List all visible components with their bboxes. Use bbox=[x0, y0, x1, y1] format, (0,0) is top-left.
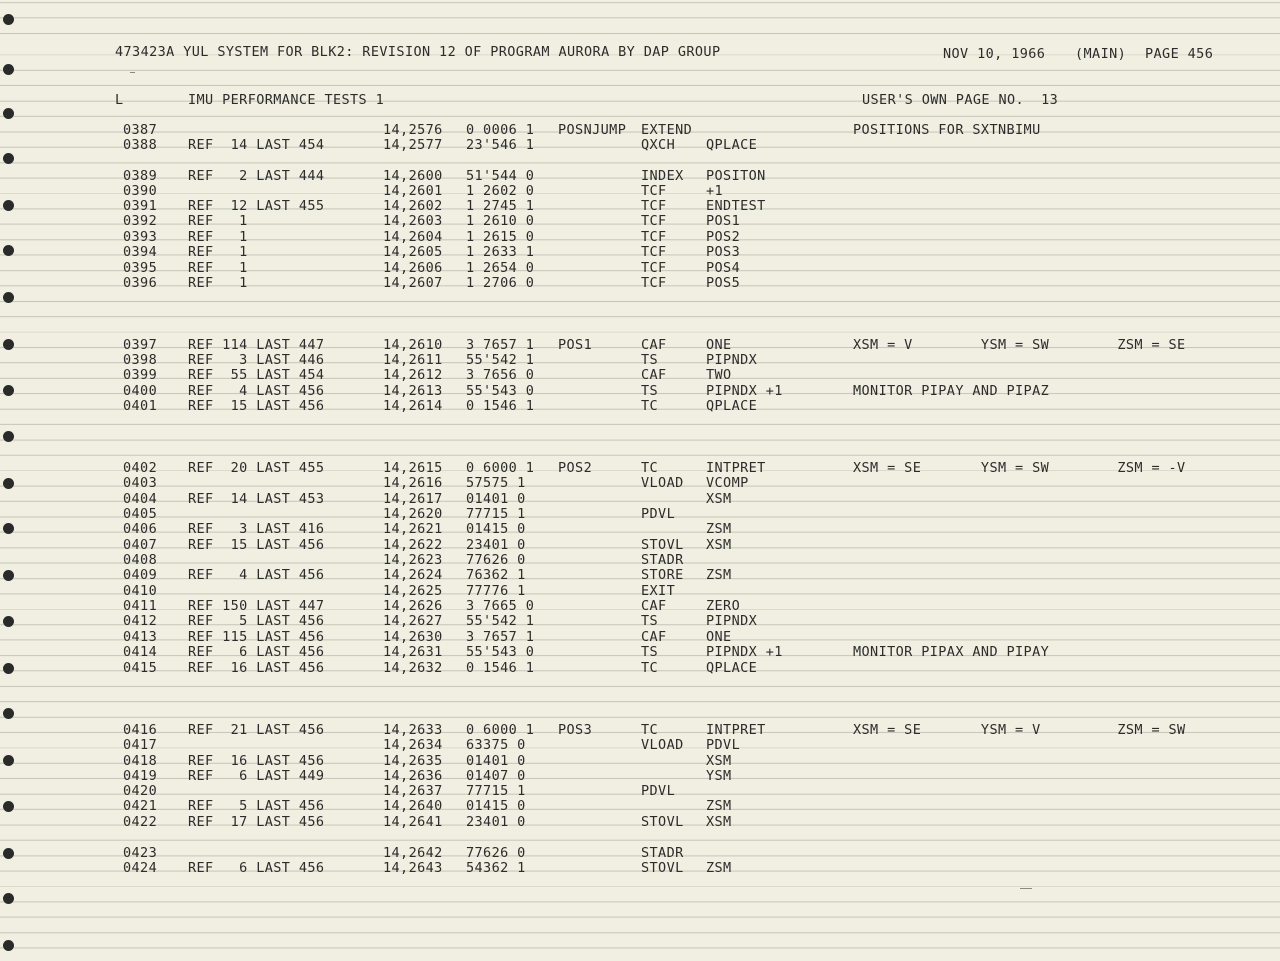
address: 14,2616 bbox=[383, 475, 443, 491]
symbol-label: POS1 bbox=[558, 337, 593, 353]
line-number: 0397 bbox=[123, 337, 158, 353]
octal-word: 1 2745 1 bbox=[466, 198, 535, 214]
cross-reference: REF 150 LAST 447 bbox=[188, 598, 325, 614]
line-number: 0422 bbox=[123, 814, 158, 830]
line-number: 0401 bbox=[123, 398, 158, 414]
opcode: INDEX bbox=[641, 168, 684, 184]
operand: ZSM bbox=[706, 567, 732, 583]
octal-word: 0 6000 1 bbox=[466, 460, 535, 476]
operand: QPLACE bbox=[706, 398, 758, 414]
address: 14,2600 bbox=[383, 168, 443, 184]
feed-hole bbox=[3, 245, 14, 256]
feed-hole bbox=[3, 523, 14, 534]
line-number: 0404 bbox=[123, 491, 158, 507]
line-number: 0403 bbox=[123, 475, 158, 491]
line-number: 0420 bbox=[123, 783, 158, 799]
opcode: PDVL bbox=[641, 506, 676, 522]
feed-hole bbox=[3, 108, 14, 119]
opcode: VLOAD bbox=[641, 475, 684, 491]
operand: ENDTEST bbox=[706, 198, 766, 214]
line-number: 0411 bbox=[123, 598, 158, 614]
page-number: PAGE 456 bbox=[1145, 46, 1214, 62]
cross-reference: REF 17 LAST 456 bbox=[188, 814, 325, 830]
feed-hole bbox=[3, 708, 14, 719]
operand: QPLACE bbox=[706, 660, 758, 676]
line-number: 0407 bbox=[123, 537, 158, 553]
address: 14,2611 bbox=[383, 352, 443, 368]
octal-word: 51'544 0 bbox=[466, 168, 535, 184]
operand: YSM bbox=[706, 768, 732, 784]
octal-word: 3 7657 1 bbox=[466, 629, 535, 645]
line-number: 0392 bbox=[123, 213, 158, 229]
main-tag: (MAIN) bbox=[1075, 46, 1127, 62]
address: 14,2602 bbox=[383, 198, 443, 214]
opcode: CAF bbox=[641, 598, 667, 614]
cross-reference: REF 1 bbox=[188, 213, 248, 229]
octal-word: 54362 1 bbox=[466, 860, 526, 876]
address: 14,2630 bbox=[383, 629, 443, 645]
line-number: 0398 bbox=[123, 352, 158, 368]
operand: PIPNDX +1 bbox=[706, 383, 783, 399]
feed-hole bbox=[3, 292, 14, 303]
operand: POS1 bbox=[706, 213, 741, 229]
cross-reference: REF 16 LAST 456 bbox=[188, 753, 325, 769]
address: 14,2603 bbox=[383, 213, 443, 229]
address: 14,2643 bbox=[383, 860, 443, 876]
operand: ZSM bbox=[706, 521, 732, 537]
comment: XSM = V YSM = SW ZSM = SE bbox=[853, 337, 1186, 353]
feed-hole bbox=[3, 663, 14, 674]
octal-word: 01415 0 bbox=[466, 521, 526, 537]
feed-hole bbox=[3, 478, 14, 489]
cross-reference: REF 14 LAST 453 bbox=[188, 491, 325, 507]
opcode: STADR bbox=[641, 845, 684, 861]
operand: XSM bbox=[706, 814, 732, 830]
octal-word: 0 6000 1 bbox=[466, 722, 535, 738]
operand: VCOMP bbox=[706, 475, 749, 491]
address: 14,2625 bbox=[383, 583, 443, 599]
octal-word: 76362 1 bbox=[466, 567, 526, 583]
opcode: STOVL bbox=[641, 814, 684, 830]
address: 14,2576 bbox=[383, 122, 443, 138]
operand: POS5 bbox=[706, 275, 741, 291]
cross-reference: REF 12 LAST 455 bbox=[188, 198, 325, 214]
address: 14,2610 bbox=[383, 337, 443, 353]
cross-reference: REF 4 LAST 456 bbox=[188, 383, 325, 399]
operand: POS3 bbox=[706, 244, 741, 260]
opcode: TCF bbox=[641, 198, 667, 214]
address: 14,2641 bbox=[383, 814, 443, 830]
line-number: 0396 bbox=[123, 275, 158, 291]
feed-hole bbox=[3, 616, 14, 627]
octal-word: 55'543 0 bbox=[466, 383, 535, 399]
address: 14,2640 bbox=[383, 798, 443, 814]
address: 14,2636 bbox=[383, 768, 443, 784]
octal-word: 55'542 1 bbox=[466, 613, 535, 629]
address: 14,2624 bbox=[383, 567, 443, 583]
octal-word: 77626 0 bbox=[466, 552, 526, 568]
line-number: 0402 bbox=[123, 460, 158, 476]
line-number: 0408 bbox=[123, 552, 158, 568]
cross-reference: REF 114 LAST 447 bbox=[188, 337, 325, 353]
cross-reference: REF 1 bbox=[188, 260, 248, 276]
octal-word: 1 2633 1 bbox=[466, 244, 535, 260]
operand: TWO bbox=[706, 367, 732, 383]
opcode: TC bbox=[641, 660, 659, 676]
opcode: EXIT bbox=[641, 583, 676, 599]
octal-word: 1 2706 0 bbox=[466, 275, 535, 291]
operand: ONE bbox=[706, 337, 732, 353]
comment: XSM = SE YSM = V ZSM = SW bbox=[853, 722, 1186, 738]
line-number: 0421 bbox=[123, 798, 158, 814]
operand: PDVL bbox=[706, 737, 741, 753]
opcode: QXCH bbox=[641, 137, 676, 153]
cross-reference: REF 5 LAST 456 bbox=[188, 613, 325, 629]
users-page-number: USER'S OWN PAGE NO. 13 bbox=[862, 92, 1059, 108]
line-number: 0389 bbox=[123, 168, 158, 184]
address: 14,2621 bbox=[383, 521, 443, 537]
address: 14,2605 bbox=[383, 244, 443, 260]
cross-reference: REF 6 LAST 456 bbox=[188, 644, 325, 660]
comment: POSITIONS FOR SXTNBIMU bbox=[853, 122, 1041, 138]
octal-word: 77776 1 bbox=[466, 583, 526, 599]
octal-word: 01401 0 bbox=[466, 753, 526, 769]
address: 14,2601 bbox=[383, 183, 443, 199]
feed-hole bbox=[3, 755, 14, 766]
cross-reference: REF 14 LAST 454 bbox=[188, 137, 325, 153]
octal-word: 01407 0 bbox=[466, 768, 526, 784]
comment: XSM = SE YSM = SW ZSM = -V bbox=[853, 460, 1186, 476]
symbol-label: POS3 bbox=[558, 722, 593, 738]
operand: XSM bbox=[706, 753, 732, 769]
line-number: 0418 bbox=[123, 753, 158, 769]
feed-hole bbox=[3, 848, 14, 859]
operand: INTPRET bbox=[706, 460, 766, 476]
line-number: 0410 bbox=[123, 583, 158, 599]
cross-reference: REF 1 bbox=[188, 275, 248, 291]
operand: POS4 bbox=[706, 260, 741, 276]
octal-word: 1 2602 0 bbox=[466, 183, 535, 199]
line-number: 0415 bbox=[123, 660, 158, 676]
address: 14,2642 bbox=[383, 845, 443, 861]
opcode: TCF bbox=[641, 275, 667, 291]
line-number: 0419 bbox=[123, 768, 158, 784]
feed-hole bbox=[3, 385, 14, 396]
octal-word: 23401 0 bbox=[466, 537, 526, 553]
opcode: CAF bbox=[641, 629, 667, 645]
octal-word: 55'543 0 bbox=[466, 644, 535, 660]
opcode: PDVL bbox=[641, 783, 676, 799]
line-number: 0414 bbox=[123, 644, 158, 660]
opcode: TS bbox=[641, 644, 659, 660]
address: 14,2626 bbox=[383, 598, 443, 614]
octal-word: 1 2615 0 bbox=[466, 229, 535, 245]
cross-reference: REF 3 LAST 446 bbox=[188, 352, 325, 368]
address: 14,2632 bbox=[383, 660, 443, 676]
address: 14,2620 bbox=[383, 506, 443, 522]
octal-word: 0 0006 1 bbox=[466, 122, 535, 138]
opcode: CAF bbox=[641, 367, 667, 383]
opcode: TS bbox=[641, 613, 659, 629]
operand: PIPNDX bbox=[706, 352, 758, 368]
opcode: TC bbox=[641, 398, 659, 414]
feed-hole bbox=[3, 14, 14, 25]
cross-reference: REF 1 bbox=[188, 229, 248, 245]
opcode: STOVL bbox=[641, 537, 684, 553]
octal-word: 77626 0 bbox=[466, 845, 526, 861]
operand: INTPRET bbox=[706, 722, 766, 738]
address: 14,2623 bbox=[383, 552, 443, 568]
cross-reference: REF 5 LAST 456 bbox=[188, 798, 325, 814]
address: 14,2617 bbox=[383, 491, 443, 507]
comment: MONITOR PIPAX AND PIPAY bbox=[853, 644, 1050, 660]
cross-reference: REF 20 LAST 455 bbox=[188, 460, 325, 476]
address: 14,2606 bbox=[383, 260, 443, 276]
operand: PIPNDX bbox=[706, 613, 758, 629]
octal-word: 1 2654 0 bbox=[466, 260, 535, 276]
cross-reference: REF 21 LAST 456 bbox=[188, 722, 325, 738]
cross-reference: REF 55 LAST 454 bbox=[188, 367, 325, 383]
address: 14,2613 bbox=[383, 383, 443, 399]
banner-text: 473423A YUL SYSTEM FOR BLK2: REVISION 12 OF PROGRAM AURORA BY DAP GROUP bbox=[115, 44, 721, 60]
cross-reference: REF 3 LAST 416 bbox=[188, 521, 325, 537]
operand: POS2 bbox=[706, 229, 741, 245]
cross-reference: REF 2 LAST 444 bbox=[188, 168, 325, 184]
address: 14,2627 bbox=[383, 613, 443, 629]
pencil-mark bbox=[130, 72, 135, 73]
operand: +1 bbox=[706, 183, 724, 199]
line-number: 0409 bbox=[123, 567, 158, 583]
octal-word: 0 1546 1 bbox=[466, 398, 535, 414]
line-number: 0412 bbox=[123, 613, 158, 629]
address: 14,2622 bbox=[383, 537, 443, 553]
feed-hole bbox=[3, 64, 14, 75]
address: 14,2633 bbox=[383, 722, 443, 738]
cross-reference: REF 15 LAST 456 bbox=[188, 537, 325, 553]
cross-reference: REF 15 LAST 456 bbox=[188, 398, 325, 414]
octal-word: 77715 1 bbox=[466, 783, 526, 799]
operand: ONE bbox=[706, 629, 732, 645]
line-number: 0391 bbox=[123, 198, 158, 214]
comment: MONITOR PIPAY AND PIPAZ bbox=[853, 383, 1050, 399]
octal-word: 77715 1 bbox=[466, 506, 526, 522]
operand: XSM bbox=[706, 537, 732, 553]
opcode: TC bbox=[641, 722, 659, 738]
line-number: 0399 bbox=[123, 367, 158, 383]
opcode: TC bbox=[641, 460, 659, 476]
opcode: CAF bbox=[641, 337, 667, 353]
line-number: 0393 bbox=[123, 229, 158, 245]
cross-reference: REF 115 LAST 456 bbox=[188, 629, 325, 645]
feed-hole bbox=[3, 801, 14, 812]
tractor-feed-holes bbox=[0, 0, 30, 961]
octal-word: 55'542 1 bbox=[466, 352, 535, 368]
cross-reference: REF 16 LAST 456 bbox=[188, 660, 325, 676]
cross-reference: REF 4 LAST 456 bbox=[188, 567, 325, 583]
octal-word: 01415 0 bbox=[466, 798, 526, 814]
cross-reference: REF 6 LAST 456 bbox=[188, 860, 325, 876]
line-number: 0423 bbox=[123, 845, 158, 861]
feed-hole bbox=[3, 339, 14, 350]
feed-hole bbox=[3, 570, 14, 581]
cross-reference: REF 1 bbox=[188, 244, 248, 260]
opcode: TS bbox=[641, 383, 659, 399]
section-letter: L bbox=[115, 92, 124, 108]
line-number: 0388 bbox=[123, 137, 158, 153]
operand: POSITON bbox=[706, 168, 766, 184]
octal-word: 3 7656 0 bbox=[466, 367, 535, 383]
section-title: IMU PERFORMANCE TESTS 1 bbox=[188, 92, 385, 108]
address: 14,2615 bbox=[383, 460, 443, 476]
operand: ZSM bbox=[706, 798, 732, 814]
line-number: 0394 bbox=[123, 244, 158, 260]
opcode: STADR bbox=[641, 552, 684, 568]
address: 14,2614 bbox=[383, 398, 443, 414]
operand: XSM bbox=[706, 491, 732, 507]
line-number: 0406 bbox=[123, 521, 158, 537]
opcode: TCF bbox=[641, 213, 667, 229]
line-number: 0424 bbox=[123, 860, 158, 876]
address: 14,2637 bbox=[383, 783, 443, 799]
feed-hole bbox=[3, 940, 14, 951]
address: 14,2577 bbox=[383, 137, 443, 153]
opcode: TS bbox=[641, 352, 659, 368]
octal-word: 57575 1 bbox=[466, 475, 526, 491]
octal-word: 23'546 1 bbox=[466, 137, 535, 153]
address: 14,2631 bbox=[383, 644, 443, 660]
octal-word: 23401 0 bbox=[466, 814, 526, 830]
operand: QPLACE bbox=[706, 137, 758, 153]
line-number: 0413 bbox=[123, 629, 158, 645]
operand: ZERO bbox=[706, 598, 741, 614]
address: 14,2604 bbox=[383, 229, 443, 245]
cross-reference: REF 6 LAST 449 bbox=[188, 768, 325, 784]
address: 14,2612 bbox=[383, 367, 443, 383]
symbol-label: POSNJUMP bbox=[558, 122, 627, 138]
opcode: EXTEND bbox=[641, 122, 693, 138]
octal-word: 3 7665 0 bbox=[466, 598, 535, 614]
operand: ZSM bbox=[706, 860, 732, 876]
octal-word: 1 2610 0 bbox=[466, 213, 535, 229]
octal-word: 63375 0 bbox=[466, 737, 526, 753]
operand: PIPNDX +1 bbox=[706, 644, 783, 660]
line-number: 0417 bbox=[123, 737, 158, 753]
pencil-mark bbox=[1020, 888, 1032, 889]
line-number: 0405 bbox=[123, 506, 158, 522]
opcode: VLOAD bbox=[641, 737, 684, 753]
address: 14,2634 bbox=[383, 737, 443, 753]
octal-word: 0 1546 1 bbox=[466, 660, 535, 676]
symbol-label: POS2 bbox=[558, 460, 593, 476]
address: 14,2635 bbox=[383, 753, 443, 769]
opcode: TCF bbox=[641, 244, 667, 260]
address: 14,2607 bbox=[383, 275, 443, 291]
feed-hole bbox=[3, 200, 14, 211]
opcode: TCF bbox=[641, 183, 667, 199]
line-number: 0395 bbox=[123, 260, 158, 276]
opcode: TCF bbox=[641, 229, 667, 245]
line-number: 0390 bbox=[123, 183, 158, 199]
octal-word: 01401 0 bbox=[466, 491, 526, 507]
feed-hole bbox=[3, 893, 14, 904]
feed-hole bbox=[3, 431, 14, 442]
opcode: STOVL bbox=[641, 860, 684, 876]
opcode: TCF bbox=[641, 260, 667, 276]
line-number: 0400 bbox=[123, 383, 158, 399]
print-date: NOV 10, 1966 bbox=[943, 46, 1046, 62]
line-number: 0387 bbox=[123, 122, 158, 138]
line-number: 0416 bbox=[123, 722, 158, 738]
opcode: STORE bbox=[641, 567, 684, 583]
octal-word: 3 7657 1 bbox=[466, 337, 535, 353]
feed-hole bbox=[3, 153, 14, 164]
